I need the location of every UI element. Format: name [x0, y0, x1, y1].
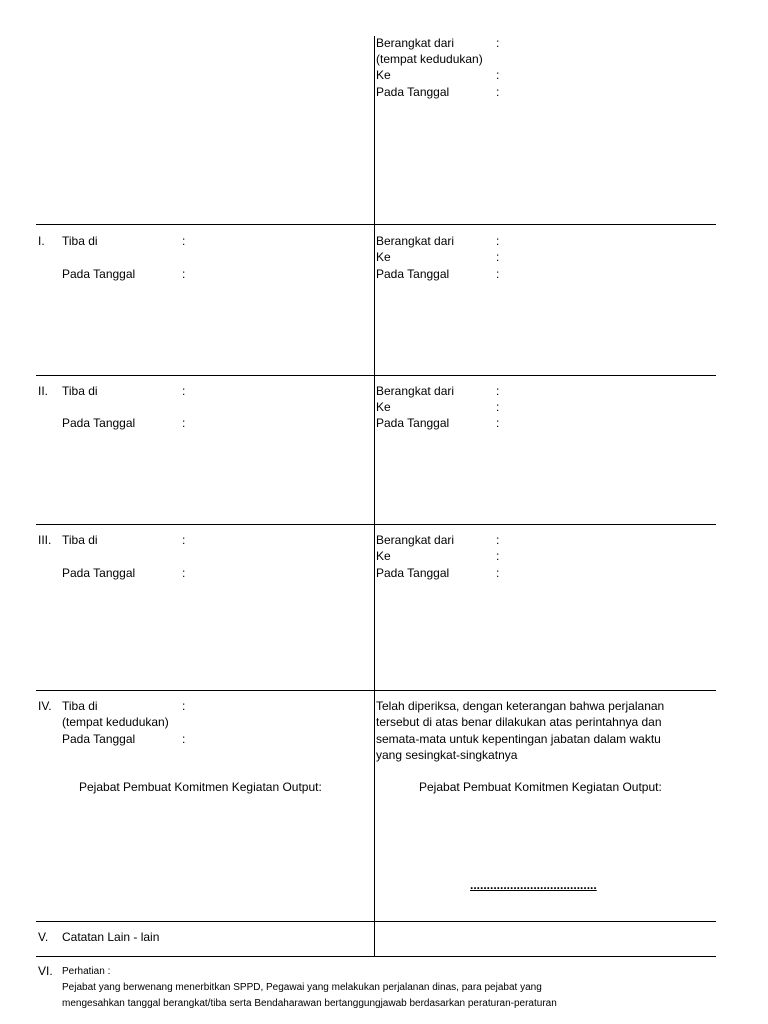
pada-tanggal-label: Pada Tanggal: [376, 85, 450, 99]
colon: :: [182, 234, 186, 248]
column-divider-4: [374, 690, 375, 921]
berangkat-dari-label: Berangkat dari: [376, 36, 455, 50]
pada-tanggal-label: Pada Tanggal: [62, 267, 136, 281]
tiba-di-label: Tiba di: [62, 234, 98, 248]
perhatian-title: Perhatian :: [62, 966, 111, 977]
colon: :: [496, 549, 500, 563]
pada-tanggal-label: Pada Tanggal: [62, 732, 136, 746]
column-divider-2: [374, 375, 375, 524]
colon: :: [496, 416, 500, 430]
berangkat-dari-label: Berangkat dari: [376, 533, 455, 547]
row-divider-2: [36, 375, 716, 376]
colon: :: [182, 699, 186, 713]
tempat-kedudukan-label: (tempat kedudukan): [62, 715, 169, 729]
left-signatory-title: Pejabat Pembuat Komitmen Kegiatan Output:: [79, 780, 322, 794]
section-numeral: I.: [38, 234, 45, 248]
ke-label: Ke: [376, 68, 391, 82]
colon: :: [496, 566, 500, 580]
tempat-kedudukan-label: (tempat kedudukan): [376, 52, 483, 66]
catatan-lain-label: Catatan Lain - lain: [62, 930, 160, 944]
column-divider-3: [374, 524, 375, 690]
colon: :: [182, 732, 186, 746]
colon: :: [496, 250, 500, 264]
berangkat-dari-label: Berangkat dari: [376, 384, 455, 398]
ke-label: Ke: [376, 549, 391, 563]
colon: :: [182, 267, 186, 281]
pada-tanggal-label: Pada Tanggal: [62, 416, 136, 430]
pada-tanggal-label: Pada Tanggal: [376, 267, 450, 281]
colon: :: [496, 68, 500, 82]
colon: :: [496, 400, 500, 414]
pada-tanggal-label: Pada Tanggal: [62, 566, 136, 580]
ke-label: Ke: [376, 400, 391, 414]
row-divider-1: [36, 224, 716, 225]
ke-label: Ke: [376, 250, 391, 264]
colon: :: [182, 416, 186, 430]
signature-line: ......................................: [470, 878, 597, 892]
section-numeral: V.: [38, 930, 49, 944]
right-signatory-title: Pejabat Pembuat Komitmen Kegiatan Output:: [419, 780, 662, 794]
row-divider-5: [36, 921, 716, 922]
statement-line: tersebut di atas benar dilakukan atas perintahnya dan: [376, 715, 662, 729]
statement-line: Telah diperiksa, dengan keterangan bahwa perjalanan: [376, 699, 665, 713]
row-divider-4: [36, 690, 716, 691]
row-divider-6: [36, 956, 716, 957]
column-divider-1: [374, 224, 375, 375]
tiba-di-label: Tiba di: [62, 533, 98, 547]
section-numeral: IV.: [38, 699, 52, 713]
colon: :: [496, 85, 500, 99]
row-divider-3: [36, 524, 716, 525]
colon: :: [182, 566, 186, 580]
statement-line: yang sesingkat-singkatnya: [376, 748, 518, 762]
perhatian-line: mengesahkan tanggal berangkat/tiba serta Bendaharawan bertanggungjawab berdasarkan peraturan-peraturan: [62, 998, 557, 1009]
perhatian-line: Pejabat yang berwenang menerbitkan SPPD, Pegawai yang melakukan perjalanan dinas, para pejabat yang: [62, 982, 542, 993]
colon: :: [496, 234, 500, 248]
colon: :: [496, 533, 500, 547]
column-divider-top: [374, 36, 375, 224]
tiba-di-label: Tiba di: [62, 699, 98, 713]
colon: :: [496, 36, 500, 50]
colon: :: [496, 267, 500, 281]
section-numeral: III.: [38, 533, 52, 547]
colon: :: [182, 384, 186, 398]
section-numeral: II.: [38, 384, 49, 398]
colon: :: [182, 533, 186, 547]
pada-tanggal-label: Pada Tanggal: [376, 566, 450, 580]
statement-line: semata-mata untuk kepentingan jabatan dalam waktu: [376, 732, 661, 746]
pada-tanggal-label: Pada Tanggal: [376, 416, 450, 430]
colon: :: [496, 384, 500, 398]
tiba-di-label: Tiba di: [62, 384, 98, 398]
column-divider-5: [374, 921, 375, 956]
section-numeral: VI.: [38, 964, 53, 978]
berangkat-dari-label: Berangkat dari: [376, 234, 455, 248]
